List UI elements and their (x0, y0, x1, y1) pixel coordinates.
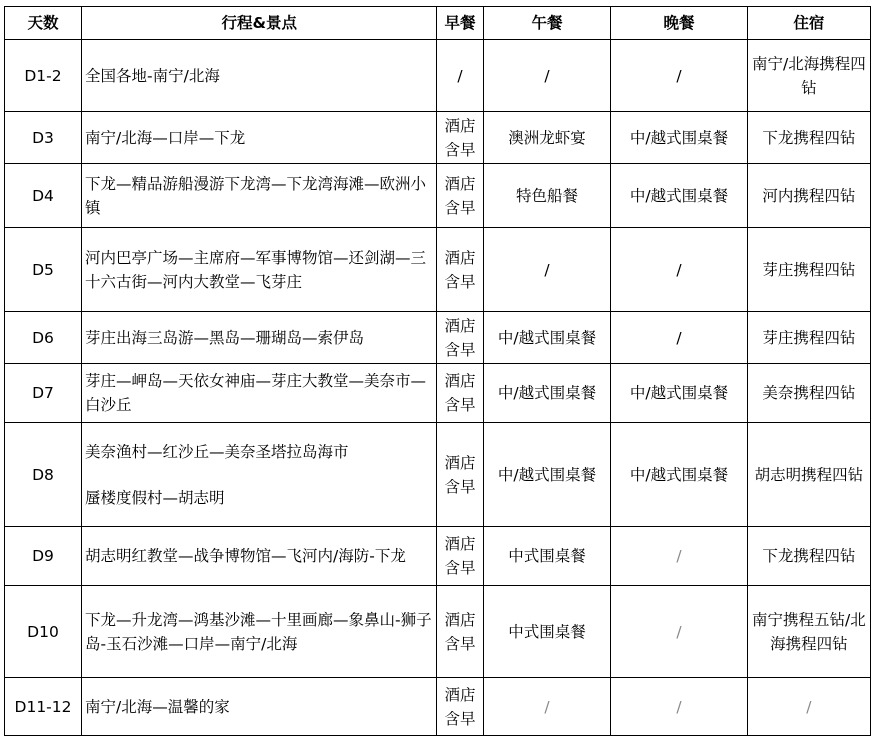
day-cell: D4 (5, 164, 82, 228)
table-row (5, 364, 871, 423)
dinner-cell: / (611, 678, 747, 736)
breakfast-cell: 酒店含早 (437, 112, 483, 164)
lunch-cell: 中式围桌餐 (483, 586, 611, 678)
hotel-cell: / (747, 678, 870, 736)
breakfast-cell: 酒店含早 (437, 364, 483, 423)
route-cell: 河内巴亭广场—主席府—军事博物馆—还剑湖—三十六古街—河内大教堂—飞芽庄 (82, 228, 437, 312)
dinner-cell: / (611, 586, 747, 678)
breakfast-cell: 酒店含早 (437, 423, 483, 527)
breakfast-cell: 酒店含早 (437, 164, 483, 228)
hotel-cell: 美奈携程四钻 (747, 364, 870, 423)
route-line: 美奈渔村—红沙丘—美奈圣塔拉岛海市 (85, 442, 349, 461)
dinner-cell: / (611, 228, 747, 312)
lunch-cell: / (483, 228, 611, 312)
table-row (5, 423, 871, 527)
header-hotel: 住宿 (747, 7, 870, 40)
hotel-cell: 下龙携程四钻 (747, 527, 870, 586)
day-cell: D11-12 (5, 678, 82, 736)
breakfast-cell: 酒店含早 (437, 527, 483, 586)
day-cell: D9 (5, 527, 82, 586)
route-cell: 全国各地-南宁/北海 (82, 40, 437, 112)
route-cell: 芽庄出海三岛游—黑岛—珊瑚岛—索伊岛 (82, 312, 437, 364)
lunch-cell: 中式围桌餐 (483, 527, 611, 586)
lunch-cell: 中/越式围桌餐 (483, 364, 611, 423)
day-cell: D3 (5, 112, 82, 164)
hotel-cell: 南宁携程五钻/北海携程四钻 (747, 586, 870, 678)
header-breakfast: 早餐 (437, 7, 483, 40)
hotel-cell: 芽庄携程四钻 (747, 312, 870, 364)
lunch-cell: 中/越式围桌餐 (483, 312, 611, 364)
breakfast-cell: 酒店含早 (437, 678, 483, 736)
table-row (5, 678, 871, 736)
lunch-cell: / (483, 678, 611, 736)
table-row (5, 312, 871, 364)
route-cell: 南宁/北海—口岸—下龙 (82, 112, 437, 164)
hotel-cell: 胡志明携程四钻 (747, 423, 870, 527)
dinner-cell: 中/越式围桌餐 (611, 364, 747, 423)
dinner-cell: / (611, 40, 747, 112)
route-cell: 下龙—升龙湾—鸿基沙滩—十里画廊—象鼻山-狮子岛-玉石沙滩—口岸—南宁/北海 (82, 586, 437, 678)
breakfast-cell: 酒店含早 (437, 586, 483, 678)
table-row (5, 586, 871, 678)
breakfast-cell: 酒店含早 (437, 312, 483, 364)
breakfast-cell: 酒店含早 (437, 228, 483, 312)
day-cell: D6 (5, 312, 82, 364)
hotel-cell: 芽庄携程四钻 (747, 228, 870, 312)
dinner-cell: / (611, 312, 747, 364)
route-cell (82, 423, 437, 527)
day-cell: D7 (5, 364, 82, 423)
table-row (5, 527, 871, 586)
route-cell: 芽庄—岬岛—天依女神庙—芽庄大教堂—美奈市—白沙丘 (82, 364, 437, 423)
dinner-cell: 中/越式围桌餐 (611, 164, 747, 228)
route-cell: 胡志明红教堂—战争博物馆—飞河内/海防-下龙 (82, 527, 437, 586)
hotel-cell: 下龙携程四钻 (747, 112, 870, 164)
table-row (5, 112, 871, 164)
lunch-cell: 特色船餐 (483, 164, 611, 228)
dinner-cell: / (611, 527, 747, 586)
table-row (5, 164, 871, 228)
lunch-cell: / (483, 40, 611, 112)
day-cell: D8 (5, 423, 82, 527)
dinner-cell: 中/越式围桌餐 (611, 423, 747, 527)
day-cell: D5 (5, 228, 82, 312)
day-cell: D1-2 (5, 40, 82, 112)
itinerary-wrapper (4, 6, 871, 736)
route-line: 蜃楼度假村—胡志明 (85, 488, 225, 507)
itinerary-table (4, 6, 871, 736)
lunch-cell: 中/越式围桌餐 (483, 423, 611, 527)
header-lunch: 午餐 (483, 7, 611, 40)
day-cell: D10 (5, 586, 82, 678)
breakfast-cell: / (437, 40, 483, 112)
header-route: 行程&景点 (82, 7, 437, 40)
route-cell: 下龙—精品游船漫游下龙湾—下龙湾海滩—欧洲小镇 (82, 164, 437, 228)
dinner-cell: 中/越式围桌餐 (611, 112, 747, 164)
lunch-cell: 澳洲龙虾宴 (483, 112, 611, 164)
table-row (5, 228, 871, 312)
table-header-row (5, 7, 871, 40)
hotel-cell: 南宁/北海携程四钻 (747, 40, 870, 112)
header-dinner: 晚餐 (611, 7, 747, 40)
hotel-cell: 河内携程四钻 (747, 164, 870, 228)
table-row (5, 40, 871, 112)
route-cell: 南宁/北海—温馨的家 (82, 678, 437, 736)
header-day: 天数 (5, 7, 82, 40)
